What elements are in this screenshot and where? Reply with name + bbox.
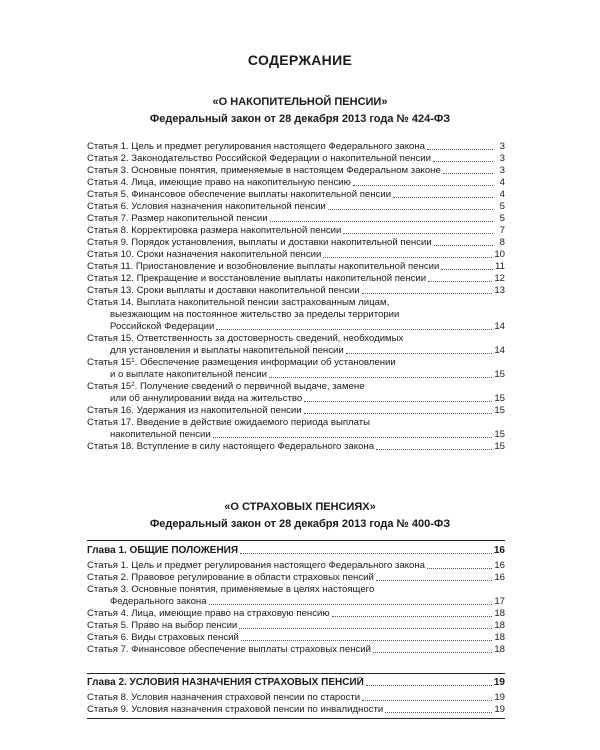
page-number: 16 <box>493 545 505 556</box>
toc-entry <box>87 417 505 441</box>
dot-leader <box>213 437 493 438</box>
toc-entry-line: Статья $15^2$. Получение сведений о первичной выдаче, замене <box>87 381 365 392</box>
page-number: 10 <box>494 249 505 260</box>
toc-entry-label: Статья 18. Вступление в силу настоящего Федерального закона <box>87 441 375 452</box>
toc-entry-line <box>87 704 505 716</box>
toc-entry-line <box>87 596 505 608</box>
toc-entry <box>87 141 505 153</box>
article-superscript: 1 <box>131 358 135 364</box>
page-number: 8 <box>499 237 505 248</box>
page-number: 19 <box>493 677 505 688</box>
page-number: 11 <box>495 261 505 272</box>
dot-leader <box>346 353 493 354</box>
toc-entry-line <box>87 189 505 201</box>
toc-entry-label: Статья 5. Финансовое обеспечение выплаты накопительной пенсии <box>87 189 392 200</box>
toc-entry-label: Статья 4. Лица, имеющие право на страховую пенсию <box>87 608 330 619</box>
toc-entry <box>87 644 505 656</box>
toc-entry-line <box>87 345 505 357</box>
toc-entry-line <box>87 560 505 572</box>
toc-entry <box>87 213 505 225</box>
toc-entry-label: для установления и выплаты накопительной пенсии <box>110 345 344 356</box>
dot-leader <box>353 185 493 186</box>
toc-entry-line <box>87 237 505 249</box>
page-number: 19 <box>494 692 505 703</box>
toc-entry-label: Статья 8. Корректировка размера накопительной пенсии <box>87 225 342 236</box>
dot-leader <box>385 712 492 713</box>
dot-leader <box>270 221 493 222</box>
page-number: 12 <box>494 273 505 284</box>
page-number: 3 <box>499 165 505 176</box>
page-number: 15 <box>494 369 505 380</box>
toc-entry <box>87 249 505 261</box>
toc-entry <box>87 405 505 417</box>
toc-entry-label: Статья 5. Право на выбор пенсии <box>87 620 238 631</box>
toc-entry-line <box>87 644 505 656</box>
toc-entry-line <box>87 429 505 441</box>
toc-entry-line <box>87 249 505 261</box>
toc-entry-line <box>87 201 505 213</box>
toc-entry-label: или об аннулировании вида на жительство <box>110 393 303 404</box>
dot-leader <box>328 209 493 210</box>
toc-entry-line <box>87 369 505 381</box>
dot-leader <box>216 329 492 330</box>
page-number: 4 <box>499 189 505 200</box>
toc-entry-label: Статья 9. Порядок установления, выплаты и доставки накопительной пенсии <box>87 237 432 248</box>
toc-entry-line: Статья 15. Ответственность за достоверность сведений, необходимых <box>87 333 404 344</box>
law2-bottom-rule <box>87 718 505 719</box>
toc-entry-line <box>87 393 505 405</box>
dot-leader <box>427 149 493 150</box>
page-number: 13 <box>494 285 505 296</box>
toc-entry-label: Статья 1. Цель и предмет регулирования настоящего Федерального закона <box>87 560 426 571</box>
toc-entry-line: выезжающим на постоянное жительство за пределы территории <box>110 309 400 320</box>
toc-entry-label: Статья 7. Размер накопительной пенсии <box>87 213 268 224</box>
toc-entry-line <box>87 620 505 632</box>
page-number: 14 <box>494 321 505 332</box>
page-number: 18 <box>494 632 505 643</box>
toc-entry-label: Статья 2. Правовое регулирование в области страховых пенсий <box>87 572 374 583</box>
dot-leader <box>427 568 492 569</box>
page-number: 7 <box>499 225 505 236</box>
law1-subtitle: Федеральный закон от 28 декабря 2013 года № 424-ФЗ <box>149 113 451 125</box>
dot-leader <box>433 161 493 162</box>
page-number: 16 <box>494 560 505 571</box>
page-number: 18 <box>494 644 505 655</box>
page-number: 15 <box>494 441 505 452</box>
toc-entry <box>87 273 505 285</box>
toc-entry <box>87 381 505 405</box>
toc-entry-line: Статья 14. Выплата накопительной пенсии застрахованным лицам, <box>87 297 390 308</box>
toc-entry-label: Статья 6. Виды страховых пенсий <box>87 632 239 643</box>
dot-leader <box>239 628 492 629</box>
law2-chapter2-toc <box>87 677 505 716</box>
toc-entry-line <box>87 177 505 189</box>
dot-leader <box>304 401 492 402</box>
dot-leader <box>428 281 492 282</box>
page-number: 4 <box>499 177 505 188</box>
toc-entry-line <box>87 692 505 704</box>
toc-entry-label: Статья 13. Сроки выплаты и доставки накопительной пенсии <box>87 285 360 296</box>
toc-entry <box>87 237 505 249</box>
page-number: 5 <box>499 213 505 224</box>
dot-leader <box>343 233 493 234</box>
toc-entry-line <box>87 141 505 153</box>
toc-entry-line <box>87 153 505 165</box>
contents-title: СОДЕРЖАНИЕ <box>247 52 353 68</box>
law2-subtitle: Федеральный закон от 28 декабря 2013 года № 400-ФЗ <box>149 518 451 530</box>
toc-entry-line: Статья 3. Основные понятия, применяемые в целях настоящего <box>87 584 375 595</box>
toc-entry-label: Статья 4. Лица, имеющие право на накопительную пенсию <box>87 177 351 188</box>
toc-entry-label: и о выплате накопительной пенсии <box>110 369 267 380</box>
toc-entry <box>87 441 505 453</box>
dot-leader <box>209 604 493 605</box>
toc-entry-line: Статья $15^1$. Обеспечение размещения информации об установлении <box>87 357 396 368</box>
toc-entry <box>87 632 505 644</box>
chapter-heading <box>87 677 505 689</box>
dot-leader <box>373 652 492 653</box>
law1-title: «О НАКОПИТЕЛЬНОЙ ПЕНСИИ» <box>212 96 388 108</box>
law2-top-rule <box>87 540 505 541</box>
toc-entry-label: Статья 10. Сроки назначения накопительной пенсии <box>87 249 322 260</box>
toc-entry-line <box>87 273 505 285</box>
toc-entry-label: Статья 11. Приостановление и возобновление выплаты накопительной пенсии <box>87 261 440 272</box>
dot-leader <box>376 449 492 450</box>
toc-entry-line <box>87 261 505 273</box>
toc-entry <box>87 704 505 716</box>
page-number: 15 <box>494 393 505 404</box>
page-number: 5 <box>499 201 505 212</box>
toc-entry <box>87 620 505 632</box>
page-number: 3 <box>499 153 505 164</box>
page-number: 14 <box>494 345 505 356</box>
toc-entry <box>87 297 505 333</box>
toc-entry-line: Статья 17. Введение в действие ожидаемого периода выплаты <box>87 417 371 428</box>
page-number: 3 <box>499 141 505 152</box>
toc-entry <box>87 225 505 237</box>
toc-entry <box>87 572 505 584</box>
dot-leader <box>323 257 492 258</box>
toc-entry <box>87 357 505 381</box>
toc-entry-label: Глава 1. ОБЩИЕ ПОЛОЖЕНИЯ <box>87 545 239 556</box>
dot-leader <box>241 640 492 641</box>
toc-entry <box>87 285 505 297</box>
law1-toc <box>87 141 505 453</box>
toc-entry-label: Статья 16. Удержания из накопительной пенсии <box>87 405 302 416</box>
toc-entry-line <box>87 213 505 225</box>
toc-entry-line <box>87 608 505 620</box>
toc-entry <box>87 165 505 177</box>
toc-entry <box>87 692 505 704</box>
toc-entry-line <box>87 572 505 584</box>
toc-entry-line <box>87 285 505 297</box>
chapter-heading <box>87 545 505 557</box>
page-number: 18 <box>494 620 505 631</box>
toc-entry-label: Федерального закона <box>110 596 207 607</box>
toc-entry-line <box>87 165 505 177</box>
toc-entry <box>87 333 505 357</box>
toc-entry-label: Статья 1. Цель и предмет регулирования настоящего Федерального закона <box>87 141 426 152</box>
dot-leader <box>362 293 493 294</box>
toc-entry <box>87 177 505 189</box>
toc-entry <box>87 584 505 608</box>
page-number: 16 <box>494 572 505 583</box>
toc-entry-label: Статья 8. Условия назначения страховой пенсии по старости <box>87 692 361 703</box>
article-superscript: 2 <box>131 382 135 388</box>
toc-entry-line <box>87 441 505 453</box>
dot-leader <box>441 269 493 270</box>
toc-entry <box>87 153 505 165</box>
page-number: 15 <box>494 429 505 440</box>
dot-leader <box>393 197 493 198</box>
dot-leader <box>304 413 493 414</box>
law2-title: «О СТРАХОВЫХ ПЕНСИЯХ» <box>224 501 376 513</box>
toc-entry-line <box>87 321 505 333</box>
law2-chapter1-toc <box>87 545 505 656</box>
dot-leader <box>434 245 493 246</box>
dot-leader <box>443 173 493 174</box>
page-number: 15 <box>494 405 505 416</box>
toc-entry <box>87 608 505 620</box>
toc-entry-label: Российской Федерации <box>110 321 215 332</box>
toc-entry <box>87 560 505 572</box>
toc-entry-label: Статья 9. Условия назначения страховой пенсии по инвалидности <box>87 704 384 715</box>
toc-entry-label: Статья 6. Условия назначения накопительной пенсии <box>87 201 326 212</box>
dot-leader <box>362 700 492 701</box>
toc-entry-line <box>87 632 505 644</box>
dot-leader <box>366 685 492 686</box>
toc-entry-label: накопительной пенсии <box>110 429 211 440</box>
toc-entry-label: Статья 12. Прекращение и восстановление выплаты накопительной пенсии <box>87 273 427 284</box>
toc-entry-label: Статья 3. Основные понятия, применяемые в настоящем Федеральном законе <box>87 165 441 176</box>
page-number: 18 <box>494 608 505 619</box>
dot-leader <box>269 377 492 378</box>
toc-entry <box>87 261 505 273</box>
dot-leader <box>240 553 492 554</box>
chapter-divider <box>87 673 505 674</box>
toc-entry <box>87 189 505 201</box>
toc-entry <box>87 201 505 213</box>
toc-entry-line <box>87 405 505 417</box>
page-number: 19 <box>494 704 505 715</box>
toc-entry-label: Глава 2. УСЛОВИЯ НАЗНАЧЕНИЯ СТРАХОВЫХ ПЕНСИЙ <box>87 677 364 688</box>
toc-entry-line <box>87 225 505 237</box>
toc-entry-label: Статья 7. Финансовое обеспечение выплаты страховых пенсий <box>87 644 372 655</box>
page-number: 17 <box>494 596 505 607</box>
dot-leader <box>376 580 492 581</box>
toc-entry-label: Статья 2. Законодательство Российской Федерации о накопительной пенсии <box>87 153 431 164</box>
dot-leader <box>332 616 493 617</box>
